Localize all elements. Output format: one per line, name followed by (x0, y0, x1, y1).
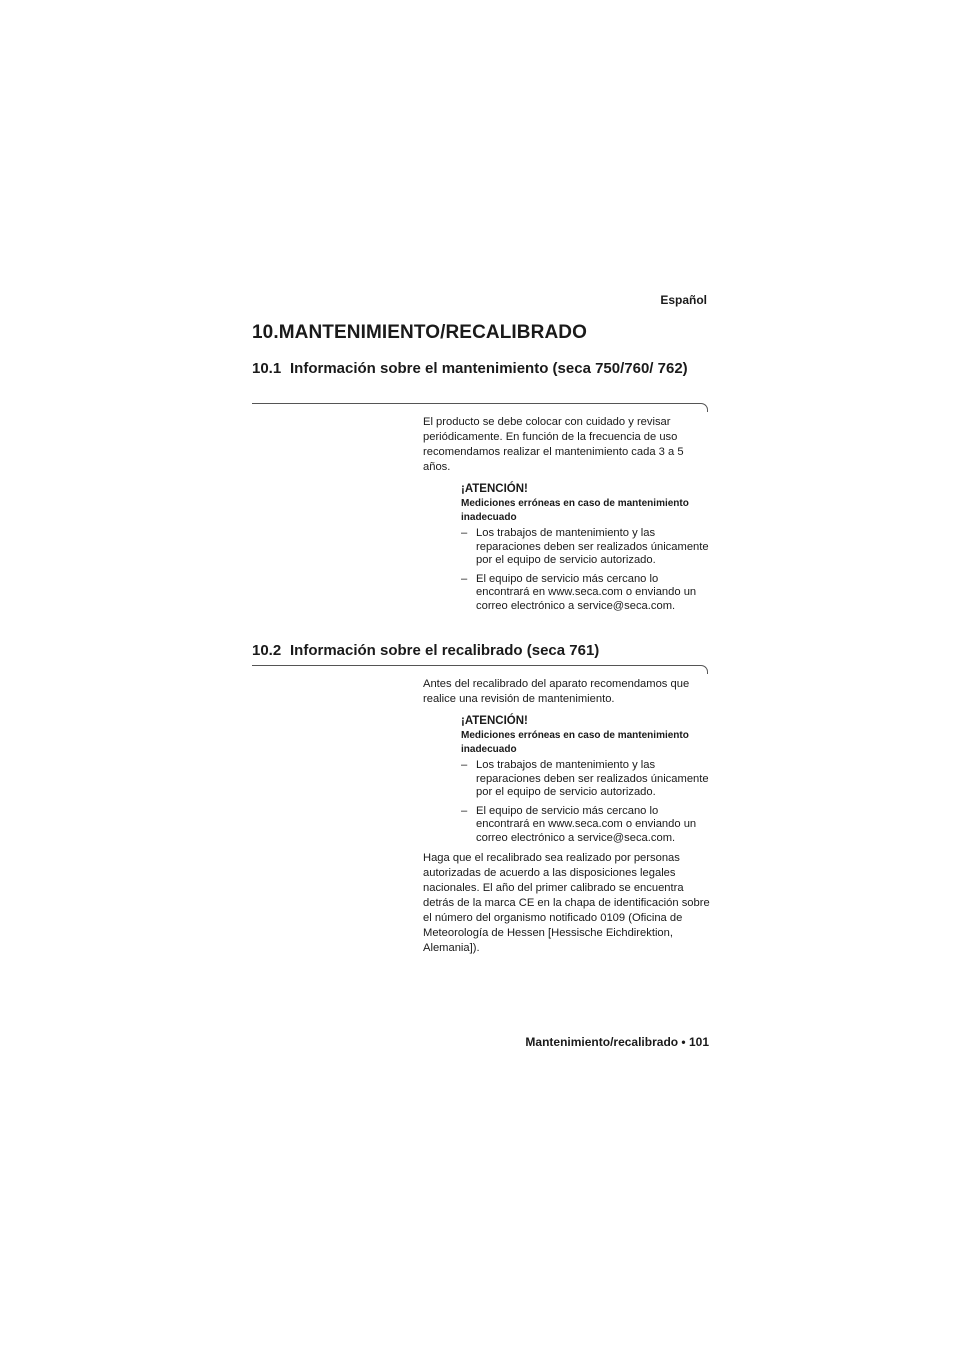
section-2-warning (461, 714, 711, 850)
section-1-intro: El producto se debe colocar con cuidado y revisar periódicamente. En función de la frecuencia de uso recomendamos realizar el mantenimiento cada 3 a 5 años. (423, 416, 684, 473)
section-1-divider (252, 403, 701, 404)
section-1-number: 10.1 (252, 360, 282, 377)
section-2-title-text: Información sobre el recalibrado (seca 761) (290, 642, 600, 659)
list-item-text: Los trabajos de mantenimiento y las reparaciones deben ser realizados únicamente por el equipo de servicio autorizado. (476, 759, 709, 798)
dash-marker: – (461, 759, 468, 771)
list-item (461, 805, 711, 846)
section-2-closing: Haga que el recalibrado sea realizado por personas autorizadas de acuerdo a las disposiciones legales nacionales. El año del primer calibrado se encuentra detrás de la marca CE en la chapa de identificación sobre el número del organismo notificado 0109 (Oficina de Meteorología de Hessen [Hessische Eichdirektion, Alemania]). (423, 852, 710, 954)
dash-marker: – (461, 572, 468, 585)
section-2-divider (252, 665, 701, 666)
chapter-title-text: MANTENIMIENTO/RECALIBRADO (278, 322, 587, 343)
section-1-divider-hook (700, 403, 708, 412)
section-1-warning (461, 482, 711, 618)
dash-marker: – (461, 527, 468, 539)
list-item (461, 573, 711, 614)
dash-marker: – (461, 804, 468, 817)
section-2-number: 10.2 (252, 642, 282, 659)
list-item (461, 759, 711, 800)
page-footer: Mantenimiento/recalibrado • 101 (525, 1035, 709, 1049)
chapter-number: 10. (252, 322, 279, 343)
section-1-warning-subheading: Mediciones erróneas en caso de mantenimiento inadecuado (461, 498, 689, 523)
chapter-title (252, 322, 587, 344)
list-item-text: El equipo de servicio más cercano lo encontrará en www.seca.com o enviando un correo electrónico a service@seca.com. (476, 804, 697, 844)
section-1-title (252, 359, 707, 379)
section-2-warning-list (461, 759, 711, 845)
section-2-warning-subheading: Mediciones erróneas en caso de mantenimiento inadecuado (461, 730, 689, 755)
section-2-divider-hook (700, 665, 708, 674)
list-item-text: Los trabajos de mantenimiento y las reparaciones deben ser realizados únicamente por el equipo de servicio autorizado. (476, 527, 709, 566)
section-2-title (252, 641, 707, 661)
section-2-warning-heading: ¡ATENCIÓN! (461, 715, 528, 727)
section-1-warning-heading: ¡ATENCIÓN! (461, 483, 528, 495)
list-item-text: El equipo de servicio más cercano lo encontrará en www.seca.com o enviando un correo electrónico a service@seca.com. (476, 572, 697, 612)
language-label: Español (660, 293, 707, 307)
section-1-warning-list (461, 527, 711, 613)
list-item (461, 527, 711, 568)
section-2-intro: Antes del recalibrado del aparato recomendamos que realice una revisión de mantenimiento. (423, 678, 690, 705)
section-1-title-text: Información sobre el mantenimiento (seca 750/760/ 762) (290, 360, 688, 377)
